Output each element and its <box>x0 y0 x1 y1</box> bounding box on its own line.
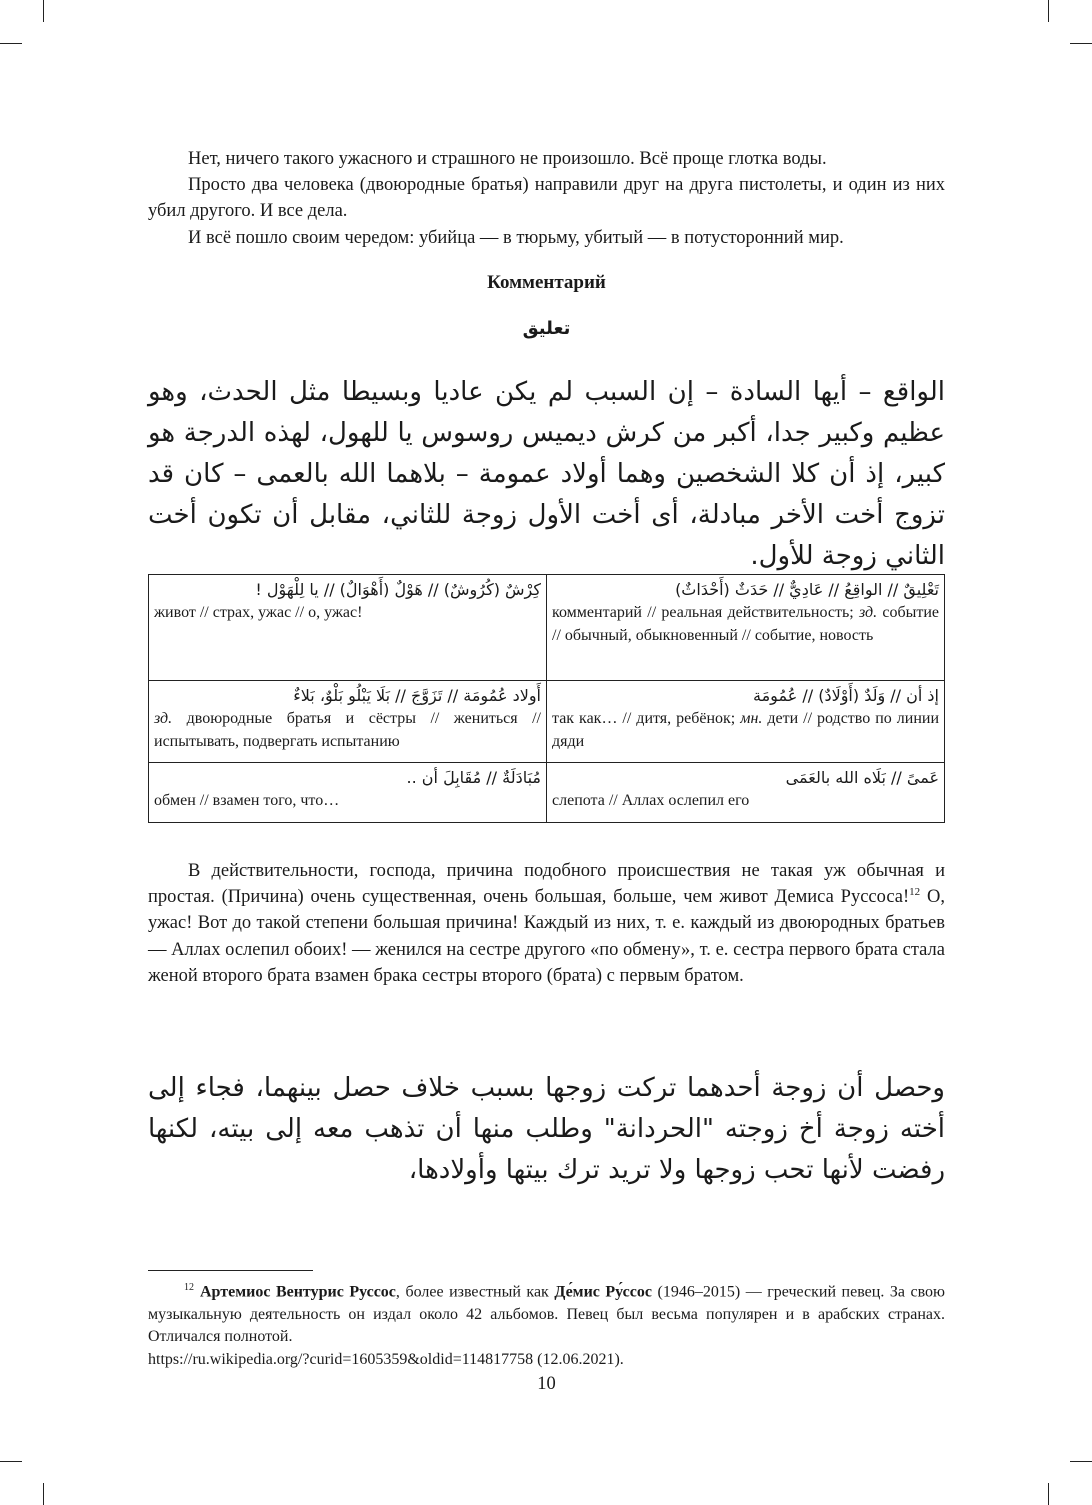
footnote-url[interactable]: https://ru.wikipedia.org/?curid=1605359&oldid=114817758 (12.06.2021). <box>148 1350 624 1368</box>
table-row <box>149 763 945 823</box>
footnote-number: 12 <box>184 1282 194 1293</box>
glossary-abbr: зд. <box>154 710 173 727</box>
glossary-cell-right <box>547 681 945 763</box>
glossary-cell-right <box>547 763 945 823</box>
glossary-arabic: كِرْشٌ (كُرُوشٌ) // هَوْلٌ (أَهْوَالٌ) // يا لِلْهَوْل ! <box>255 580 541 599</box>
glossary-russian-part: дети // родство по линии дяди <box>552 710 940 750</box>
crop-mark-bottom-right-v <box>1048 1483 1049 1505</box>
glossary-cell-left <box>149 681 547 763</box>
footnote-ref[interactable]: 12 <box>909 886 921 899</box>
glossary-arabic: أَولاد عُمُومَة // تَزَوَّجَ // بَلَا يَبْلُو بَلْوٌ، بَلاءٌ <box>293 686 541 705</box>
crop-mark-bottom-left-h <box>0 1461 22 1462</box>
arabic-passage-2: وحصل أن زوجة أحدهما تركت زوجها بسبب خلاف حصل بينهما، فجاء إلى أخته زوجة أخ زوجته "الحردانة" وطلب منها أن تذهب معه إلى بيته، لكنها رفضت لأنها تحب زوجها ولا تريد ترك بيتها وأولادها، <box>148 1073 945 1185</box>
glossary-russian: обмен // взамен того, что… <box>154 792 340 809</box>
glossary-russian: живот // страх, ужас // о, ужас! <box>154 604 363 621</box>
translation-part: О, ужас! Вот до такой степени большая причина! Каждый из них, т. е. каждый из двоюродных братьев — Аллах ослепил обоих! — женился на сестре другого «по обмену», т. е. сестра первого брата стала женой второго брата взамен брака сестры второго (брата) с первым братом. <box>148 887 945 986</box>
crop-mark-top-left-v <box>43 0 44 22</box>
footnote-name: Де́мис Ру́ссос <box>554 1283 652 1301</box>
intro-paragraph: И всё пошло своим чередом: убийца — в тюрьму, убитый — в потусторонний мир. <box>188 227 844 248</box>
footnote-rule <box>148 1270 313 1271</box>
intro-paragraph: Нет, ничего такого ужасного и страшного не произошло. Всё проще глотка воды. <box>188 149 827 169</box>
comment-heading-ar: تعليق <box>522 318 571 339</box>
intro-paragraph: Просто два человека (двоюродные братья) направили друг на друга пистолеты, и один из них убил другого. И все дела. <box>148 175 945 222</box>
translation-text <box>148 858 945 989</box>
glossary-arabic: عَمىً // بَلَاه الله بالعَمَى <box>785 768 939 787</box>
glossary-abbr: мн. <box>740 710 763 727</box>
table-row <box>149 575 945 681</box>
glossary-arabic: مُبَادَلَةٌ // مُقَابِلَ أن .. <box>406 768 541 787</box>
table-row <box>149 681 945 763</box>
translation-part: В действительности, господа, причина подобного происшествия не такая уж обычная и простая. (Причина) очень существенная, очень большая, больше, чем живот Демиса Руссоса! <box>148 861 945 908</box>
glossary-russian <box>154 708 541 753</box>
glossary-russian: слепота // Аллах ослепил его <box>552 792 750 809</box>
glossary-table <box>148 574 945 823</box>
glossary-arabic: تَعْلِيقٌ // الواقِعُ // عَادِيٌّ // حَدَثٌ (أَحْدَاثٌ) <box>675 580 939 599</box>
glossary-russian <box>552 708 939 753</box>
glossary-russian <box>552 602 939 647</box>
glossary-russian-part: комментарий // реальная действительность; <box>552 604 859 621</box>
footnote-part: , более известный как <box>395 1283 555 1301</box>
glossary-arabic: إذ أن // وَلَدٌ (أَوْلَادٌ) // عُمُومَة <box>753 686 939 705</box>
crop-mark-top-left-h <box>0 43 22 44</box>
footnote <box>148 1277 945 1371</box>
footnote-text <box>148 1277 945 1349</box>
crop-mark-bottom-left-v <box>43 1483 44 1505</box>
glossary-cell-left <box>149 575 547 681</box>
translation-paragraph <box>148 858 945 989</box>
crop-mark-top-right-v <box>1048 0 1049 22</box>
comment-heading-ru: Комментарий <box>487 272 606 293</box>
glossary-abbr: зд. <box>858 604 878 621</box>
crop-mark-bottom-right-h <box>1070 1461 1092 1462</box>
footnote-part: (1946–2015) — греческий певец. За свою музыкальную деятельность он издал около 42 альбомов. Певец был весьма популярен и в арабских странах. Отличался полнотой. <box>148 1283 946 1346</box>
glossary-cell-left <box>149 763 547 823</box>
glossary-russian-part: так как… // дитя, ребёнок; <box>552 710 741 727</box>
glossary-russian-part: событие // обычный, обыкновенный // событие, новость <box>552 604 940 644</box>
glossary-russian-part: двоюродные братья и сёстры // жениться // испытывать, подвергать испытанию <box>154 710 541 750</box>
intro-text <box>148 146 945 251</box>
glossary-cell-right <box>547 575 945 681</box>
arabic-passage-1: الواقع – أيها السادة – إن السبب لم يكن عاديا وبسيطا مثل الحدث، وهو عظيم وكبير جدا، أكبر من كرش ديميس روسوس يا للهول، لهذه الدرجة هو كبير، إذ أن كلا الشخصين وهما أولاد عمومة – بلاهما الله بالعمى – كان قد تزوج أخت الأخر مبادلة، أى أخت الأول زوجة للثاني، مقابل أن تكون أخت الثاني زوجة للأول. <box>148 377 945 571</box>
page-number: 10 <box>537 1374 556 1394</box>
footnote-name: Артемиос Вентурис Руссос <box>200 1283 396 1301</box>
crop-mark-top-right-h <box>1070 43 1092 44</box>
